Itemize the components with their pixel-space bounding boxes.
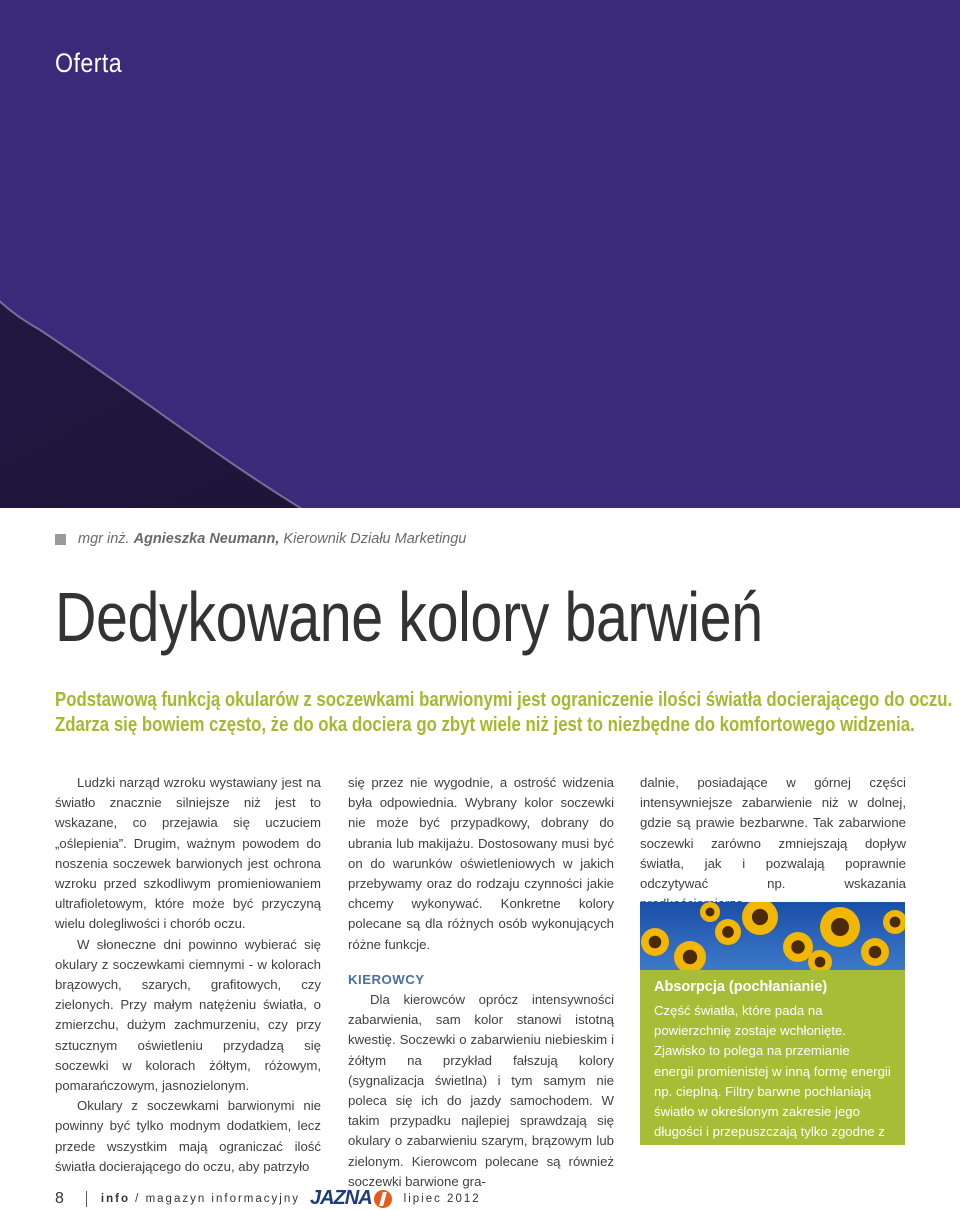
logo-text: JAZNA (309, 1187, 372, 1209)
sunflower-center (869, 946, 882, 959)
issue-date: lipiec 2012 (403, 1192, 481, 1205)
page-footer (55, 1187, 481, 1210)
text-column-3 (640, 773, 906, 914)
magazine-name-rest: / magazyn informacyjny (129, 1192, 300, 1205)
text-column-1 (55, 773, 321, 1177)
sunflower-center (890, 917, 901, 928)
jazna-logo (310, 1187, 392, 1210)
info-box-title: Absorpcja (pochłanianie) (654, 979, 828, 995)
subheading-kierowcy: KIEROWCY (348, 971, 425, 987)
sunflower-center (752, 909, 768, 925)
logo-mark-icon (374, 1190, 392, 1208)
sunflower-center (815, 957, 826, 968)
byline-role: Kierownik Działu Marketingu (283, 531, 467, 547)
lead-line: Podstawową funkcją okularów z soczewkami barwionymi jest ograniczenie ilości światła docierającego do oczu. (55, 689, 953, 711)
info-box-absorpcja (640, 970, 905, 1160)
paragraph: dalnie, posiadające w górnej części intensywniejsze zabarwienie niż w dolnej, gdzie są prawie bezbarwne. Tak zabarwione soczewki zarówno zmniejszają dopływ światła, jak i pozwalają poprawnie odczytywać np. wskazania (640, 775, 906, 892)
footer-divider (86, 1191, 87, 1207)
magazine-name (101, 1193, 300, 1205)
byline-prefix: mgr inż. (78, 531, 130, 547)
sunflower-center (649, 936, 662, 949)
lead-line: Zdarza się bowiem często, że do oka dociera go zbyt wiele niż jest to niezbędne do komfortowego widzenia. (55, 714, 915, 736)
sunflower-center (791, 940, 805, 954)
paragraph: Ludzki narząd wzroku wystawiany jest na światło znacznie silniejsze niż jest to wskazane, co przejawia się uczuciem „oślepienia”. Drugim, ważnym powodem do noszenia soczewek barwionych jest ochrona wzroku przed szkodliwym promieniowaniem ultrafioletowym, które może być przyczyną wielu dolegliwości i chorób oczu. (55, 775, 321, 932)
section-label: Oferta (55, 48, 123, 78)
sunflower-photo (640, 902, 905, 970)
hero-image (0, 0, 960, 508)
info-box-text: Część światła, które pada na powierzchnię zostaje wchłonięte. Zjawisko to polega na przemianie energii promienistej w inną formę energii np. cieplną. Filtry barwne pochłaniają światło w określonym zakresie jego długości i przepuszczają tylko zgodne z jego kolorem (654, 1003, 891, 1160)
byline (55, 531, 466, 547)
paragraph: Dla kierowców oprócz intensywności zabarwienia, sam kolor stanowi istotną kwestię. Soczewki o zabarwieniu niebieskim i żółtym na przykład fałszują kolory (sygnalizacja świetlna) i tym samym nie poleca się ich do jazdy samochodem. W takim przypadku najlepiej sprawdzają się okulary o zabarwieniu szarym, brązowym lub zielonym. Kierowcom polecane są również soczewki barwione gra- (348, 992, 614, 1189)
sunflower-center (831, 918, 849, 936)
paragraph: się przez nie wygodnie, a ostrość widzenia była odpowiednia. Wybrany kolor soczewki nie może być przypadkowy, dobrany do ubrania lub makijażu. Dostosowany musi być on do warunków oświetleniowych w jakich przebywamy oraz do rodzaju czynności jakie chcemy wykonywać. Konkretne kolory polecane są dla różnych osób wykonujących różne funkcje. (348, 775, 614, 952)
article-title: Dedykowane kolory barwień (55, 578, 763, 656)
article-lead (55, 688, 953, 738)
paragraph: W słoneczne dni powinno wybierać się okulary z soczewkami ciemnymi - w kolorach brązowych, szarych, grafitowych, czy zielonych. Przy małym natężeniu światła, o zmierzchu, dużym zachmurzeniu, czy przy sztucznym oświetleniu przydadzą się soczewki w kolorach żółtym, różowym, pomarańczowym, jasnozielonym. (55, 936, 321, 1094)
magazine-name-bold: info (100, 1192, 130, 1205)
sunflower-center (706, 908, 715, 917)
byline-author: Agnieszka Neumann, (133, 531, 280, 547)
text-column-2 (348, 773, 614, 1192)
sunflower-image (640, 902, 905, 970)
byline-square-icon (55, 534, 66, 545)
page-number: 8 (55, 1189, 64, 1207)
paragraph: Okulary z soczewkami barwionymi nie powinny być tylko modnym dodatkiem, lecz przede wszystkim mają ograniczać ilość światła docierającego do oczu, aby patrzyło (55, 1098, 321, 1174)
sunflower-center (683, 950, 697, 964)
sunflower-center (722, 926, 734, 938)
rainbow-paper-art (0, 0, 960, 508)
